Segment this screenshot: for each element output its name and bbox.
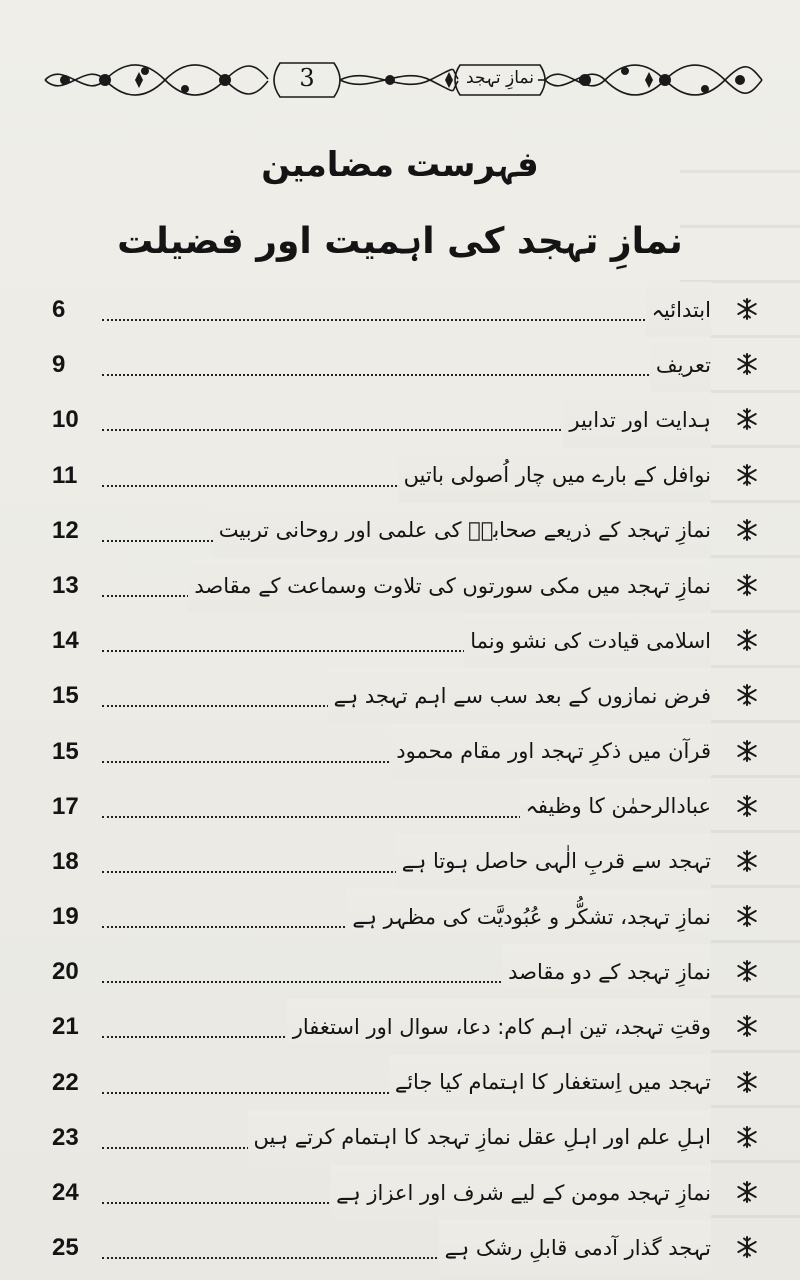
floral-vine-ornament-icon: [40, 55, 765, 105]
toc-entry-title-wrap: [502, 944, 711, 999]
toc-page-number: 25: [52, 1234, 79, 1262]
toc-entry-title-wrap: [213, 503, 711, 558]
dot-leader: [102, 319, 677, 321]
toc-entry[interactable]: [52, 944, 767, 999]
toc-entry[interactable]: [52, 337, 767, 392]
snowflake-bullet-icon: [735, 1180, 759, 1204]
snowflake-bullet-icon: [735, 1125, 759, 1149]
toc-entry-title: قرآن میں ذکرِ تہجد اور مقام محمود: [396, 739, 711, 764]
toc-entry-title: تہجد سے قربِ الٰہی حاصل ہوتا ہے: [401, 849, 711, 874]
toc-entry[interactable]: [52, 1055, 767, 1110]
toc-entry[interactable]: [52, 1110, 767, 1165]
toc-entry[interactable]: [52, 448, 767, 503]
toc-entry-title: نوافل کے بارے میں چار اُصولی باتیں: [403, 463, 711, 488]
toc-entry-title-wrap: [398, 448, 711, 503]
snowflake-bullet-icon: [735, 849, 759, 873]
toc-page-number: 20: [52, 958, 79, 986]
snowflake-bullet-icon: [735, 352, 759, 376]
toc-page-number: 17: [52, 792, 79, 820]
snowflake-bullet-icon: [735, 297, 759, 321]
toc-entry-title: نمازِ تہجد، تشکُّر و عُبُودیَّت کی مظہر ہے: [352, 904, 711, 929]
toc-entry-title-wrap: [396, 834, 711, 889]
toc-page-number: 15: [52, 682, 79, 710]
toc-page-number: 23: [52, 1123, 79, 1151]
toc-entry-title: نمازِ تہجد کے ذریعے صحابہؓ کی علمی اور روحانی تربیت: [218, 518, 711, 543]
toc-entry-title: ابتدائیہ: [651, 297, 711, 322]
dot-leader: [102, 374, 677, 376]
toc-entry-title: فرض نمازوں کے بعد سب سے اہم تہجد ہے: [333, 683, 711, 708]
toc-entry-title-wrap: [390, 724, 711, 779]
toc-entry-title: تہجد گذار آدمی قابلِ رشک ہے: [444, 1235, 711, 1260]
toc-entry[interactable]: [52, 779, 767, 834]
toc-entry[interactable]: [52, 1220, 767, 1275]
toc-entry-title-wrap: [346, 889, 711, 944]
toc-page-number: 24: [52, 1179, 79, 1206]
toc-heading: فہرست مضامین: [261, 145, 539, 185]
header-ornament: [40, 55, 765, 105]
toc-entry-title-wrap: [646, 282, 711, 337]
toc-entry-title-wrap: [328, 668, 711, 723]
toc-page-number: 9: [52, 351, 66, 379]
table-of-contents: [52, 282, 767, 1275]
running-header-title: نمازِ تہجد: [466, 68, 534, 88]
toc-entry[interactable]: [52, 724, 767, 779]
snowflake-bullet-icon: [735, 1014, 759, 1038]
snowflake-bullet-icon: [735, 739, 759, 763]
toc-entry-title: تہجد میں اِستغفار کا اہتمام کیا جائے: [394, 1070, 711, 1095]
toc-page-number: 22: [52, 1068, 79, 1096]
toc-entry-title-wrap: [520, 779, 711, 834]
toc-entry[interactable]: [52, 834, 767, 889]
snowflake-bullet-icon: [735, 573, 759, 597]
toc-entry[interactable]: [52, 392, 767, 447]
toc-page-number: 13: [52, 571, 79, 599]
toc-entry-title: وقتِ تہجد، تین اہم کام: دعا، سوال اور استغفار: [292, 1015, 711, 1040]
snowflake-bullet-icon: [735, 628, 759, 652]
snowflake-bullet-icon: [735, 407, 759, 431]
toc-entry-title-wrap: [389, 1055, 711, 1110]
toc-page-number: 18: [52, 847, 79, 875]
toc-page-number: 19: [52, 903, 79, 931]
toc-page-number: 12: [52, 516, 79, 544]
snowflake-bullet-icon: [735, 1235, 759, 1259]
toc-entry-title: عبادالرحمٰن کا وظیفہ: [525, 794, 711, 819]
toc-entry[interactable]: [52, 668, 767, 723]
toc-entry-title-wrap: [287, 999, 711, 1054]
toc-entry-title: نمازِ تہجد کے دو مقاصد: [508, 959, 711, 984]
toc-entry-title-wrap: [563, 392, 711, 447]
toc-page-number: 11: [52, 461, 78, 489]
toc-entry-title-wrap: [650, 337, 711, 392]
toc-entry-title: اہلِ علم اور اہلِ عقل نمازِ تہجد کا اہتمام کرتے ہیں: [253, 1125, 711, 1150]
toc-entry[interactable]: [52, 503, 767, 558]
toc-entry[interactable]: [52, 282, 767, 337]
toc-entry[interactable]: [52, 1165, 767, 1220]
toc-entry-title-wrap: [248, 1110, 712, 1165]
toc-entry-title: نمازِ تہجد میں مکی سورتوں کی تلاوت وسماعت کے مقاصد: [194, 573, 711, 598]
toc-entry-title-wrap: [439, 1220, 711, 1275]
toc-page-number: 10: [52, 406, 79, 434]
toc-entry[interactable]: [52, 613, 767, 668]
toc-entry-title-wrap: [188, 558, 711, 613]
toc-entry[interactable]: [52, 999, 767, 1054]
snowflake-bullet-icon: [735, 904, 759, 928]
section-heading: نمازِ تہجد کی اہمیت اور فضیلت: [117, 221, 683, 262]
toc-page-number: 14: [52, 627, 79, 655]
toc-entry-title: اسلامی قیادت کی نشو ونما: [470, 628, 711, 653]
toc-entry[interactable]: [52, 558, 767, 613]
toc-entry-title: ہدایت اور تدابیر: [569, 407, 711, 432]
toc-entry-title: نمازِ تہجد مومن کے لیے شرف اور اعزاز ہے: [336, 1180, 711, 1205]
page-number: 3: [299, 64, 315, 92]
toc-page-number: 6: [52, 296, 66, 323]
snowflake-bullet-icon: [735, 518, 759, 542]
snowflake-bullet-icon: [735, 794, 759, 818]
toc-entry[interactable]: [52, 889, 767, 944]
toc-entry-title: تعریف: [655, 352, 711, 377]
snowflake-bullet-icon: [735, 959, 759, 983]
toc-page-number: 15: [52, 737, 79, 765]
toc-entry-title-wrap: [330, 1165, 711, 1220]
snowflake-bullet-icon: [735, 1070, 759, 1094]
snowflake-bullet-icon: [735, 683, 759, 707]
toc-page-number: 21: [52, 1013, 79, 1041]
snowflake-bullet-icon: [735, 463, 759, 487]
toc-entry-title-wrap: [464, 613, 711, 668]
